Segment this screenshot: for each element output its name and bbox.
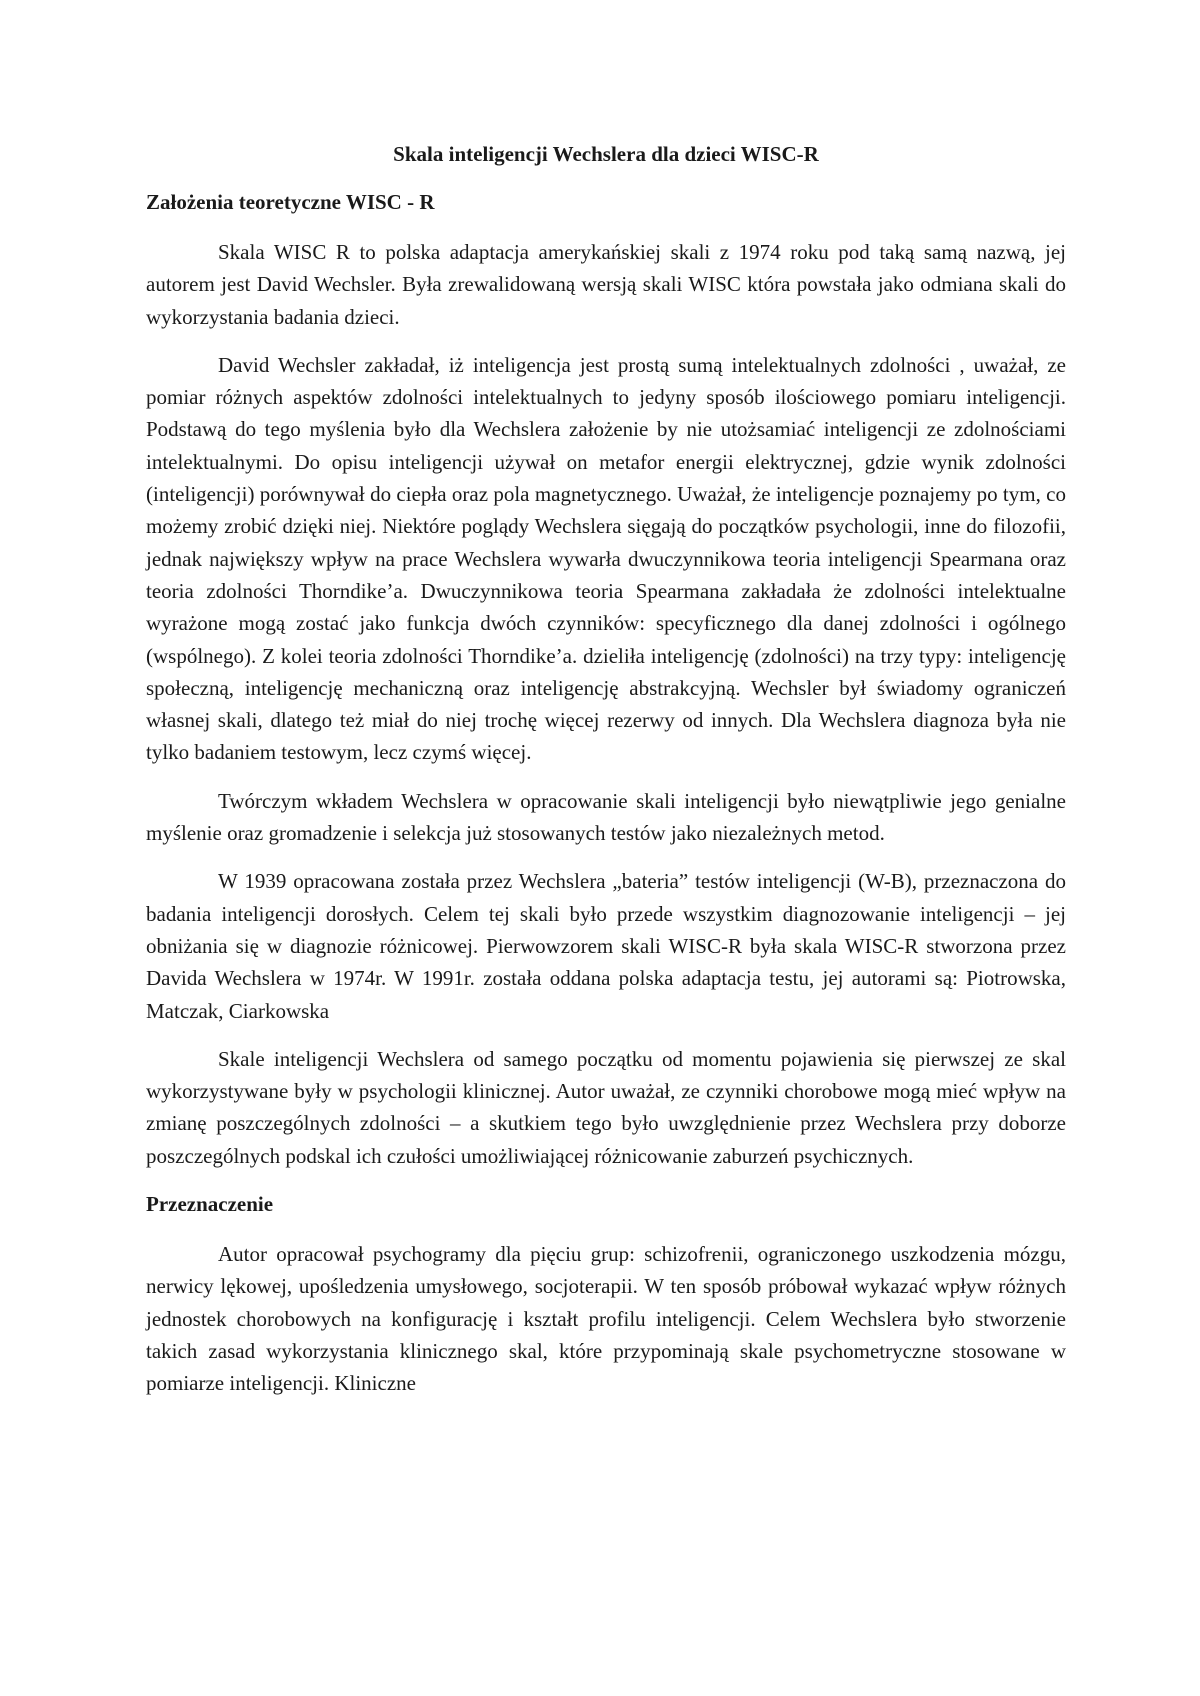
- paragraph: W 1939 opracowana została przez Wechslera „bateria” testów inteligencji (W-B), przeznaczona do badania inteligencji dorosłych. Celem tej skali było przede wszystkim diagnozowanie inteligencji – jej obniżania się w diagnozie różnicowej. Pierwowzorem skali WISC-R była skala WISC-R stworzona przez Davida Wechslera w 1974r. W 1991r. została oddana polska adaptacja testu, jej autorami są: Piotrowska, Matczak, Ciarkowska: [146, 869, 1066, 1023]
- document-body: [146, 138, 1066, 1416]
- document-title: Skala inteligencji Wechslera dla dzieci WISC-R: [393, 142, 819, 166]
- paragraph: Twórczym wkładem Wechslera w opracowanie skali inteligencji było niewątpliwie jego genialne myślenie oraz gromadzenie i selekcja już stosowanych testów jako niezależnych metod.: [146, 788, 1066, 846]
- paragraph: David Wechsler zakładał, iż inteligencja jest prostą sumą intelektualnych zdolności , uważał, ze pomiar różnych aspektów zdolności intelektualnych to jedyny sposób ilościowego pomiaru inteligencji. Podstawą do tego myślenia było dla Wechslera założenie by nie utożsamiać inteligencji ze zdolnościami intelektualnymi. Do opisu inteligencji używał on metafor energii elektrycznej, gdzie wynik zdolności (inteligencji) porównywał do ciepła oraz pola magnetycznego. Uważał, że inteligencje poznajemy po tym, co możemy zrobić dzięki niej. Niektóre poglądy Wechslera sięgają do początków psychologii, inne do filozofii, jednak największy wpływ na prace Wechslera wywarła dwuczynnikowa teoria inteligencji Spearmana oraz teoria zdolności Thorndike’a. Dwuczynnikowa teoria Spearmana zakładała że zdolności intelektualne wyrażone mogą zostać jako funkcja dwóch czynników: specyficznego dla danej zdolności i ogólnego (wspólnego). Z kolei teoria zdolności Thorndike’a. dzieliła inteligencję (zdolności) na trzy typy: inteligencję społeczną, inteligencję mechaniczną oraz inteligencję abstrakcyjną. Wechsler był świadomy ograniczeń własnej skali, dlatego też miał do niej trochę więcej rezerwy od innych. Dla Wechslera diagnoza była nie tylko badaniem testowym, lecz czymś więcej.: [146, 352, 1066, 765]
- section-heading-purpose: Przeznaczenie: [146, 1192, 274, 1217]
- paragraph: Skala WISC R to polska adaptacja amerykańskiej skali z 1974 roku pod taką samą nazwą, jej autorem jest David Wechsler. Była zrewalidowaną wersją skali WISC która powstała jako odmiana skali do wykorzystania badania dzieci.: [146, 240, 1066, 329]
- paragraph: Skale inteligencji Wechslera od samego początku od momentu pojawienia się pierwszej ze skal wykorzystywane były w psychologii klinicznej. Autor uważał, ze czynniki chorobowe mogą mieć wpływ na zmianę poszczególnych zdolności – a skutkiem tego było uwzględnienie przez Wechslera przy doborze poszczególnych podskal ich czułości umożliwiającej różnicowanie zaburzeń psychicznych.: [146, 1046, 1066, 1168]
- paragraph: Autor opracował psychogramy dla pięciu grup: schizofrenii, ograniczonego uszkodzenia mózgu, nerwicy lękowej, upośledzenia umysłowego, socjoterapii. W ten sposób próbował wykazać wpływ różnych jednostek chorobowych na konfigurację i kształt profilu inteligencji. Celem Wechslera było stworzenie takich zasad wykorzystania klinicznego skal, które przypominają skale psychometryczne stosowane w pomiarze inteligencji. Kliniczne: [146, 1242, 1066, 1396]
- section-heading-assumptions: Założenia teoretyczne WISC - R: [146, 190, 435, 214]
